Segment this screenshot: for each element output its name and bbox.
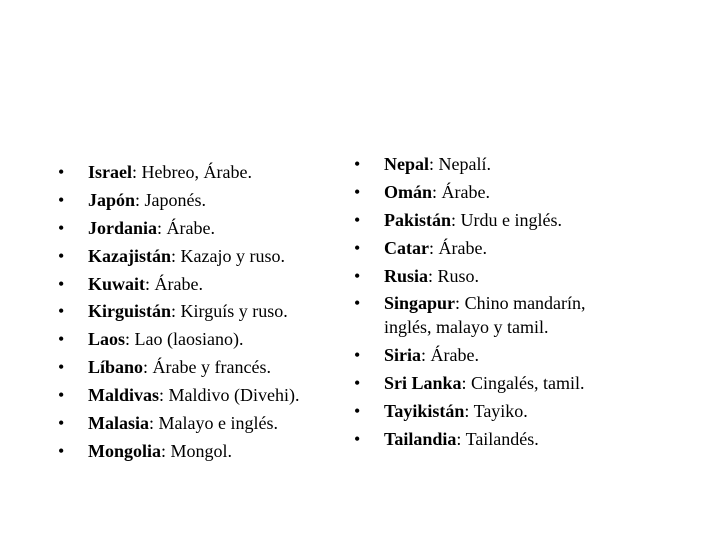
separator: : [159, 385, 169, 406]
language-text: Árabe y francés. [152, 357, 271, 378]
separator: : [145, 273, 155, 294]
list-item [58, 383, 348, 407]
language-text: Maldivo (Divehi). [168, 385, 300, 406]
country-name: Jordania [88, 217, 158, 238]
bullet-icon: • [58, 189, 65, 210]
list-item [354, 343, 634, 367]
separator: : [451, 209, 461, 230]
list-item [58, 188, 348, 212]
list-item [58, 327, 348, 351]
list-item [58, 439, 348, 463]
bullet-icon: • [58, 217, 65, 238]
language-text: Tayiko. [473, 401, 528, 422]
country-name: Laos [88, 329, 126, 350]
country-name: Japón [88, 189, 136, 210]
separator: : [428, 237, 439, 258]
country-name: Malasia [88, 413, 149, 434]
separator: : [432, 181, 442, 202]
country-name: Pakistán [384, 209, 452, 230]
list-item [354, 264, 634, 288]
country-name: Israel [88, 162, 132, 182]
country-name: Kazajistán [88, 245, 171, 266]
list-item [58, 216, 348, 240]
right-country-list [354, 152, 634, 455]
bullet-icon: • [354, 401, 361, 422]
bullet-icon: • [354, 373, 361, 394]
bullet-icon: • [354, 265, 361, 286]
country-name: Tayikistán [384, 401, 465, 422]
list-item [354, 291, 634, 339]
list-item [58, 244, 348, 268]
bullet-icon: • [58, 273, 65, 294]
separator: : [149, 413, 159, 434]
separator: : [157, 217, 167, 238]
list-item [354, 180, 634, 204]
language-text: Árabe. [441, 181, 491, 202]
list-item [58, 272, 348, 296]
bullet-icon: • [354, 209, 361, 230]
separator: : [171, 301, 181, 322]
separator: : [428, 265, 438, 286]
bullet-icon: • [354, 429, 361, 450]
separator: : [421, 345, 431, 366]
country-name: Rusia [384, 265, 429, 286]
country-name: Kirguistán [88, 301, 172, 322]
language-text: Árabe. [166, 217, 216, 238]
list-item [354, 208, 634, 232]
language-text: Nepalí. [438, 154, 491, 174]
list-item [354, 152, 634, 176]
country-name: Maldivas [88, 385, 160, 406]
bullet-icon: • [58, 440, 65, 461]
language-text: Malayo e inglés. [158, 413, 278, 434]
bullet-icon: • [58, 329, 65, 350]
separator: : [461, 373, 472, 394]
language-text: Cingalés, tamil. [471, 373, 585, 394]
bullet-icon: • [58, 245, 65, 266]
bullet-icon: • [58, 413, 65, 434]
country-name: Mongolia [88, 440, 162, 461]
list-item [354, 236, 634, 260]
country-name: Líbano [88, 357, 144, 378]
separator: : [143, 357, 153, 378]
list-item [354, 371, 634, 395]
language-text: Lao (laosiano). [134, 329, 244, 350]
list-item [58, 355, 348, 379]
language-text: Árabe. [154, 273, 204, 294]
language-text: Japonés. [144, 189, 207, 210]
country-name: Kuwait [88, 273, 146, 294]
bullet-icon: • [58, 385, 65, 406]
separator: : [455, 293, 465, 314]
separator: : [161, 440, 171, 461]
language-text: Ruso. [437, 265, 480, 286]
bullet-icon: • [354, 237, 361, 258]
list-item [354, 427, 634, 451]
country-name: Catar [384, 237, 429, 258]
separator: : [135, 189, 145, 210]
bullet-icon: • [354, 293, 361, 314]
list-item [354, 399, 634, 423]
language-text: Árabe. [430, 345, 480, 366]
language-text: Urdu e inglés. [460, 209, 563, 230]
country-name: Nepal [384, 154, 429, 174]
language-text: Chino mandarín, inglés, malayo y tamil. [384, 293, 586, 338]
bullet-icon: • [354, 181, 361, 202]
country-name: Siria [384, 345, 422, 366]
language-text: Kirguís y ruso. [180, 301, 288, 322]
country-name: Sri Lanka [384, 373, 462, 394]
bullet-icon: • [58, 162, 65, 182]
language-text: Árabe. [438, 237, 487, 258]
bullet-icon: • [354, 154, 361, 174]
bullet-icon: • [354, 345, 361, 366]
language-text: Kazajo y ruso. [180, 245, 285, 266]
separator: : [125, 329, 135, 350]
separator: : [132, 162, 142, 182]
list-item [58, 411, 348, 435]
left-country-list [58, 160, 348, 467]
language-text: Tailandés. [465, 429, 539, 450]
bullet-icon: • [58, 357, 65, 378]
country-name: Omán [384, 181, 433, 202]
separator: : [429, 154, 439, 174]
country-name: Tailandia [384, 429, 457, 450]
list-item [58, 299, 348, 323]
bullet-icon: • [58, 301, 65, 322]
language-text: Hebreo, Árabe. [141, 162, 252, 182]
separator: : [456, 429, 466, 450]
separator: : [171, 245, 181, 266]
language-text: Mongol. [170, 440, 233, 461]
list-item [58, 160, 348, 184]
separator: : [464, 401, 474, 422]
country-name: Singapur [384, 293, 456, 314]
